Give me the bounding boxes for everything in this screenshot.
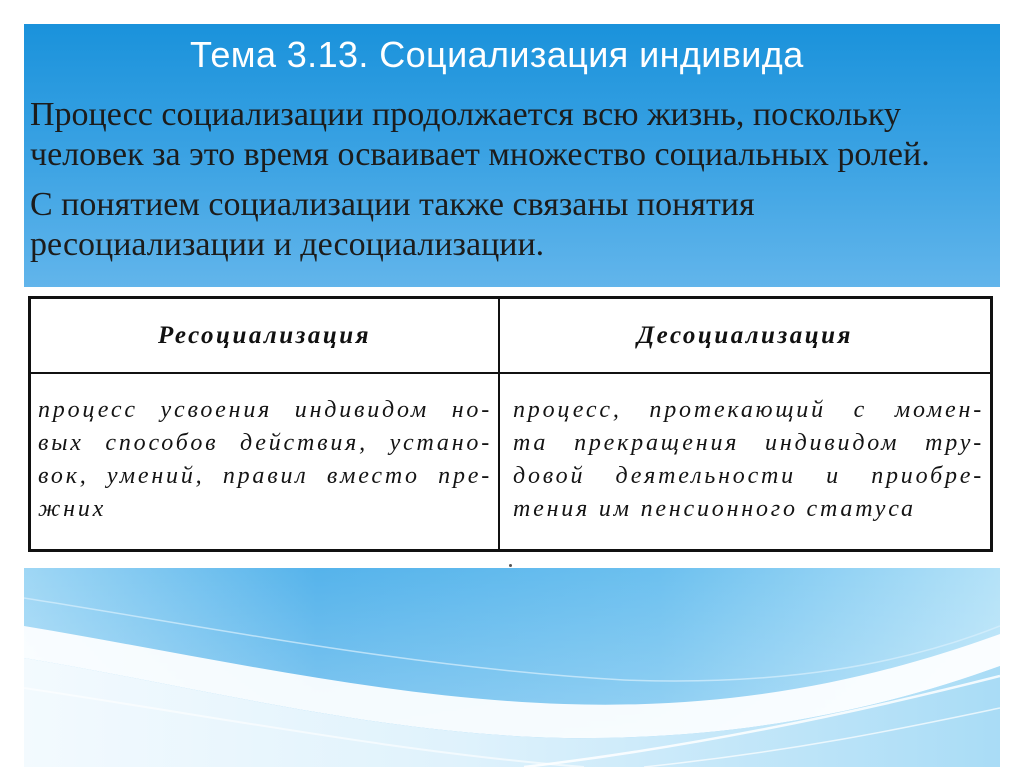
definition-line: довой деятельности и приобре- <box>513 463 984 489</box>
paragraph-line: С понятием социализации также связаны понятия <box>30 186 755 223</box>
definition-line: процесс усвоения индивидом но- <box>38 397 492 423</box>
slide <box>24 24 1000 767</box>
definition-line: та прекращения индивидом тру- <box>513 430 984 456</box>
definition-resocialization <box>31 374 500 549</box>
definition-line: тения им пенсионного статуса <box>513 496 916 522</box>
definition-desocialization <box>500 374 990 549</box>
comparison-table-figure <box>24 290 1000 556</box>
paragraph-line: человек за это время осваивает множество социальных ролей. <box>30 136 930 173</box>
definition-line: процесс, протекающий с момен- <box>513 397 984 423</box>
title-band <box>24 24 1000 287</box>
definition-line: вок, умений, правил вместо пре- <box>38 463 492 489</box>
paragraph-lifelong-socialization <box>30 95 930 175</box>
definition-line: жних <box>38 496 107 522</box>
comparison-table <box>28 296 993 552</box>
header-resocialization: Ресоциализация <box>31 299 500 372</box>
table-header-row <box>31 299 990 374</box>
slide-title: Тема 3.13. Социализация индивида <box>190 34 804 75</box>
wave-decoration <box>24 568 1000 767</box>
stray-dot <box>509 564 512 567</box>
paragraph-line: Процесс социализации продолжается всю жизнь, поскольку <box>30 96 901 133</box>
header-desocialization: Десоциализация <box>637 321 853 349</box>
table-body-row <box>31 374 990 549</box>
definition-line: вых способов действия, устано- <box>38 430 492 456</box>
paragraph-related-concepts <box>30 185 755 265</box>
paragraph-line: ресоциализации и десоциализации. <box>30 226 545 263</box>
